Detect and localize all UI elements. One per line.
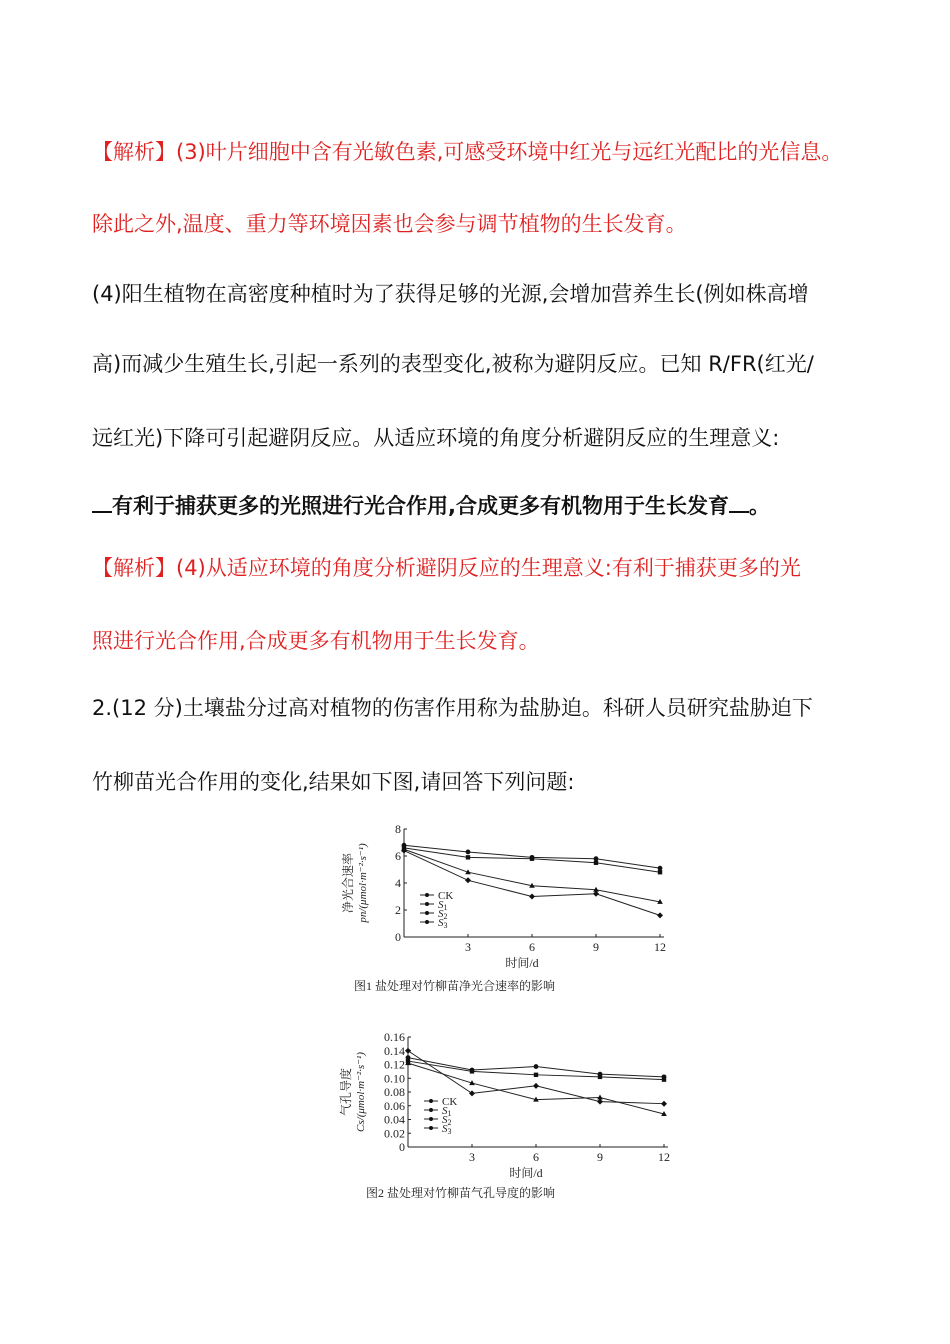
legend-label: S2: [438, 908, 448, 921]
data-point: [594, 861, 598, 865]
y-tick-label: 0.12: [384, 1057, 405, 1072]
figure-2-stomatal-conductance-chart: [339, 1024, 670, 1204]
y-tick-label: 0: [399, 1140, 405, 1154]
legend-marker: [425, 902, 429, 906]
data-point: [530, 857, 534, 861]
legend-marker: [429, 1108, 433, 1112]
y-tick-label: 0.04: [384, 1112, 405, 1127]
data-point: [529, 894, 535, 900]
x-tick-label: 3: [469, 1150, 475, 1164]
data-point: [658, 866, 663, 871]
data-point: [534, 1073, 538, 1077]
paragraph: 竹柳苗光合作用的变化,结果如下图,请回答下列问题:: [92, 770, 575, 794]
paragraph: 2.(12 分)土壤盐分过高对植物的伤害作用称为盐胁迫。科研人员研究盐胁迫下: [92, 696, 813, 720]
figure-1-net-photosynthesis-chart: [340, 820, 666, 1000]
data-point: [662, 1077, 666, 1081]
y-tick-label: 8: [395, 822, 401, 836]
data-point: [658, 870, 662, 874]
data-point: [594, 856, 599, 861]
data-point: [597, 1099, 603, 1105]
paragraph: 【解析】(3)叶片细胞中含有光敏色素,可感受环境中红光与远红光配比的光信息。: [92, 140, 843, 164]
legend-label: S3: [442, 1123, 452, 1136]
legend-label: S3: [438, 917, 448, 930]
data-point: [470, 1069, 474, 1073]
legend-marker: [425, 893, 429, 897]
paragraph: 照进行光合作用,合成更多有机物用于生长发育。: [92, 629, 540, 653]
paragraph: (4)阳生植物在高密度种植时为了获得足够的光源,会增加营养生长(例如株高增: [92, 282, 809, 306]
data-point: [465, 877, 471, 883]
data-point: [533, 1083, 539, 1089]
x-tick-label: 3: [465, 940, 471, 954]
figure-caption: 图1 盐处理对竹柳苗净光合速率的影响: [354, 979, 556, 993]
paragraph: 远红光)下降可引起避阴反应。从适应环境的角度分析避阴反应的生理意义:: [92, 426, 780, 450]
y-tick-label: 0.08: [384, 1085, 405, 1099]
data-point: [661, 1101, 667, 1107]
data-point: [466, 850, 471, 855]
paragraph: 高)而减少生殖生长,引起一系列的表型变化,被称为避阴反应。已知 R/FR(红光/: [92, 352, 814, 376]
data-point: [469, 1090, 475, 1096]
legend-label: S1: [438, 899, 448, 912]
legend-label: CK: [438, 890, 454, 902]
legend-marker: [425, 911, 429, 915]
legend-marker: [429, 1126, 433, 1130]
y-tick-label: 2: [395, 903, 401, 917]
legend-marker: [429, 1099, 433, 1103]
x-tick-label: 6: [533, 1150, 539, 1164]
data-point: [405, 1048, 411, 1054]
data-point: [466, 855, 470, 859]
y-tick-label: 0: [395, 930, 401, 944]
legend-marker: [425, 920, 429, 924]
legend-label: CK: [442, 1096, 458, 1108]
answer-text: 有利于捕获更多的光照进行光合作用,合成更多有机物用于生长发育: [112, 494, 729, 518]
legend-label: S2: [442, 1114, 452, 1127]
y-tick-label: 6: [395, 849, 401, 863]
paragraph: 【解析】(4)从适应环境的角度分析避阴反应的生理意义:有利于捕获更多的光: [92, 556, 801, 580]
legend-label: S1: [442, 1105, 452, 1118]
y-axis-label-unit: pn/(μmol·m⁻²·s⁻¹): [357, 843, 369, 923]
legend-marker: [429, 1117, 433, 1121]
y-tick-label: 0.02: [384, 1126, 405, 1141]
x-tick-label: 6: [529, 940, 535, 954]
y-tick-label: 0.06: [384, 1098, 405, 1113]
x-axis-label: 时间/d: [509, 1166, 543, 1180]
y-tick-label: 0.16: [384, 1030, 405, 1044]
answer-line: [92, 492, 770, 520]
y-axis-label-unit: Cs/(μmol·m⁻²·s⁻¹): [355, 1052, 367, 1132]
y-axis-label-title: 气孔导度: [339, 1067, 353, 1117]
y-axis-label-title: 净光合速率: [341, 852, 355, 914]
answer-blank-end: [729, 493, 749, 513]
answer-end-punct: 。: [748, 494, 770, 518]
x-tick-label: 12: [654, 940, 666, 954]
y-tick-label: 4: [395, 876, 401, 890]
x-tick-label: 9: [597, 1150, 603, 1164]
paragraph: 除此之外,温度、重力等环境因素也会参与调节植物的生长发育。: [92, 212, 687, 236]
x-tick-label: 12: [658, 1150, 670, 1164]
answer-blank-start: [92, 493, 112, 513]
y-tick-label: 0.14: [384, 1043, 405, 1058]
data-point: [534, 1064, 539, 1069]
x-tick-label: 9: [593, 940, 599, 954]
figure-caption: 图2 盐处理对竹柳苗气孔导度的影响: [366, 1186, 556, 1200]
data-point: [598, 1075, 602, 1079]
y-tick-label: 0.10: [384, 1071, 405, 1086]
x-axis-label: 时间/d: [505, 956, 539, 970]
data-point: [657, 912, 663, 918]
